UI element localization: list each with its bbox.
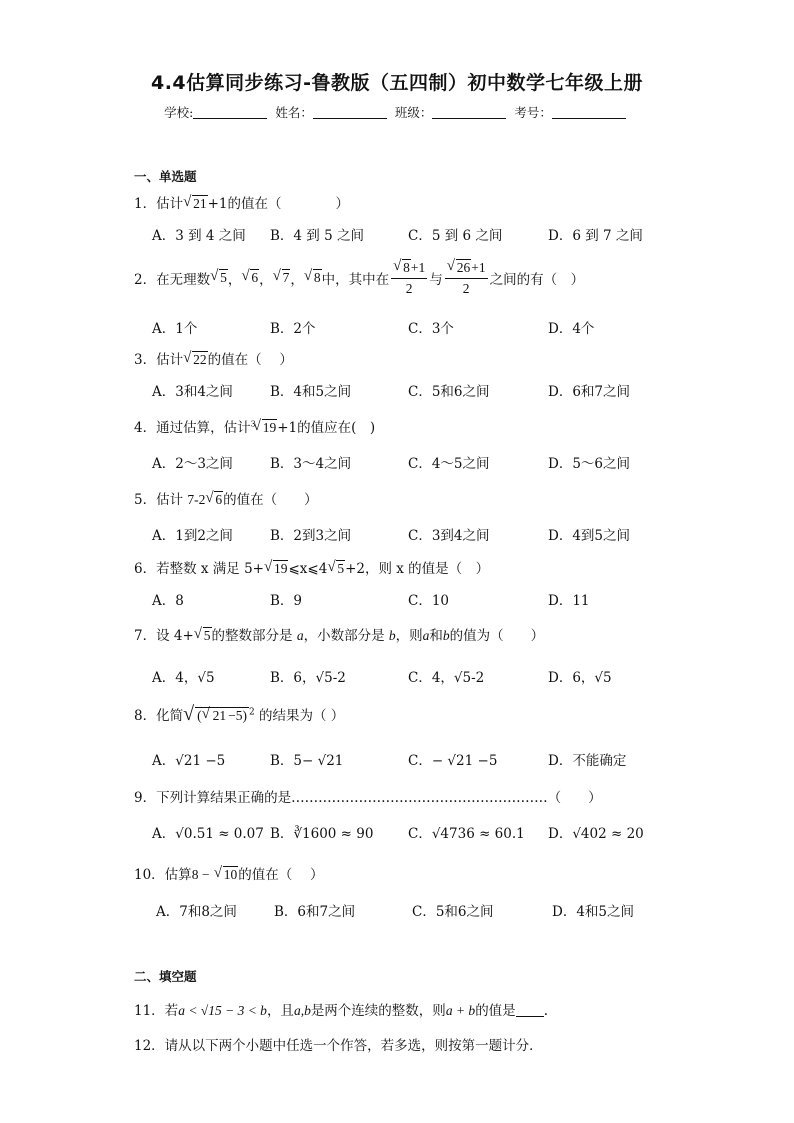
question-3: 3．估计√ 22的值在（ ） bbox=[134, 348, 293, 368]
option-c[interactable]: C．5和6之间 bbox=[408, 384, 490, 400]
question-12: 12．请从以下两个小题中任选一个作答，若多选，则按第一题计分． bbox=[134, 1038, 543, 1054]
fraction-1: √ $\frac{8+1}{2}$ bbox=[391, 260, 427, 297]
option-b[interactable]: B．∛1600 ≈ 90 bbox=[270, 826, 374, 842]
option-c[interactable]: C．10 bbox=[408, 593, 450, 609]
question-4: 4．通过估算，估计$^3$√ 19+1的值应在( ) bbox=[134, 416, 375, 436]
school-label: 学校: bbox=[164, 105, 194, 120]
option-a[interactable]: A．√21 −5 bbox=[152, 753, 226, 769]
option-d[interactable]: D．6，√5 bbox=[548, 670, 612, 686]
option-d[interactable]: D．√402 ≈ 20 bbox=[548, 826, 644, 842]
option-d[interactable]: D．11 bbox=[548, 593, 590, 609]
option-c[interactable]: C．4～5之间 bbox=[408, 456, 490, 472]
option-c[interactable]: C．3到4之间 bbox=[408, 528, 490, 544]
option-d[interactable]: D．4和5之间 bbox=[552, 904, 635, 920]
option-b[interactable]: B．3～4之间 bbox=[270, 456, 352, 472]
option-c[interactable]: C．5和6之间 bbox=[412, 904, 494, 920]
question-2: 2．在无理数 √ 5 ， √ 6 ， √ 7 ， √ 8 中，其中在 √ $\frac{8+1}{2}$ 与 √ $\frac{26+1}{2}$ 之间的有（ ） bbox=[134, 258, 584, 298]
option-d[interactable]: D．4到5之间 bbox=[548, 528, 631, 544]
sqrt-symbol: √ 21 bbox=[183, 196, 208, 212]
question-5: 5．估计 7-2√ 6的值在（ ） bbox=[134, 488, 318, 508]
fraction-2: √ $\frac{26+1}{2}$ bbox=[445, 260, 488, 297]
question-9: 9．下列计算结果正确的是…………………………………………………（ ） bbox=[134, 790, 602, 806]
option-a[interactable]: A．1到2之间 bbox=[152, 528, 233, 544]
section-single-choice: 一、单选题 bbox=[134, 169, 197, 184]
option-d[interactable]: D．不能确定 bbox=[548, 753, 627, 769]
option-b[interactable]: B．4和5之间 bbox=[270, 384, 352, 400]
option-b[interactable]: B．2到3之间 bbox=[270, 528, 352, 544]
option-a[interactable]: A．3 到 4 之间 bbox=[152, 228, 246, 244]
option-b[interactable]: B．2个 bbox=[270, 321, 316, 337]
question-8: 8．化简√ (√ 21 −5) $^2$ 的结果为（ ） bbox=[134, 704, 344, 724]
class-blank[interactable] bbox=[432, 106, 506, 119]
class-label: 班级： bbox=[394, 105, 433, 120]
question-7: 7．设 4+√ 5的整数部分是 a，小数部分是 b，则a和b的值为（ ） bbox=[134, 624, 544, 644]
option-b[interactable]: B．5− √21 bbox=[270, 753, 344, 769]
name-label: 姓名： bbox=[275, 105, 313, 120]
option-d[interactable]: D．6和7之间 bbox=[548, 384, 631, 400]
question-1: 1．估计√ 21+1的值在（ ） bbox=[134, 192, 349, 212]
option-a[interactable]: A．√0.51 ≈ 0.07 bbox=[152, 826, 264, 842]
option-d[interactable]: D．4个 bbox=[548, 321, 595, 337]
option-a[interactable]: A．4，√5 bbox=[152, 670, 215, 686]
option-c[interactable]: C．4，√5-2 bbox=[408, 670, 485, 686]
page-title: 4.4估算同步练习-鲁教版（五四制）初中数学七年级上册 bbox=[150, 72, 644, 94]
question-11: 11．若a < √15 − 3 < b，且a,b是两个连续的整数，则a + b的值是 . bbox=[134, 1003, 548, 1019]
student-info-line bbox=[0, 103, 794, 121]
option-c[interactable]: C．5 到 6 之间 bbox=[408, 228, 503, 244]
option-d[interactable]: D．5～6之间 bbox=[548, 456, 631, 472]
option-d[interactable]: D．6 到 7 之间 bbox=[548, 228, 643, 244]
option-a[interactable]: A．8 bbox=[152, 593, 184, 609]
option-c[interactable]: C．− √21 −5 bbox=[408, 753, 498, 769]
outer-sqrt: √ (√ 21 −5) bbox=[183, 708, 249, 724]
option-a[interactable]: A．2～3之间 bbox=[152, 456, 233, 472]
option-a[interactable]: A．3和4之间 bbox=[152, 384, 233, 400]
option-b[interactable]: B．6，√5-2 bbox=[270, 670, 346, 686]
option-b[interactable]: B．4 到 5 之间 bbox=[270, 228, 364, 244]
option-b[interactable]: B．6和7之间 bbox=[274, 904, 356, 920]
option-b[interactable]: B．9 bbox=[270, 593, 303, 609]
question-6: 6．若整数 x 满足 5+√ 19⩽x⩽4√ 5+2，则 x 的值是（ ） bbox=[134, 557, 489, 577]
exam-number-label: 考号： bbox=[514, 105, 552, 120]
option-a[interactable]: A．1个 bbox=[152, 321, 198, 337]
section-fill-blank: 二、填空题 bbox=[134, 969, 197, 984]
option-c[interactable]: C．√4736 ≈ 60.1 bbox=[408, 826, 525, 842]
option-c[interactable]: C．3个 bbox=[408, 321, 454, 337]
question-10: 10．估算8 − √ 10的值在（ ） bbox=[134, 863, 324, 883]
option-a[interactable]: A．7和8之间 bbox=[156, 904, 237, 920]
school-blank[interactable] bbox=[193, 106, 267, 119]
answer-blank[interactable] bbox=[516, 1004, 544, 1017]
name-blank[interactable] bbox=[313, 106, 387, 119]
exam-number-blank[interactable] bbox=[552, 106, 626, 119]
